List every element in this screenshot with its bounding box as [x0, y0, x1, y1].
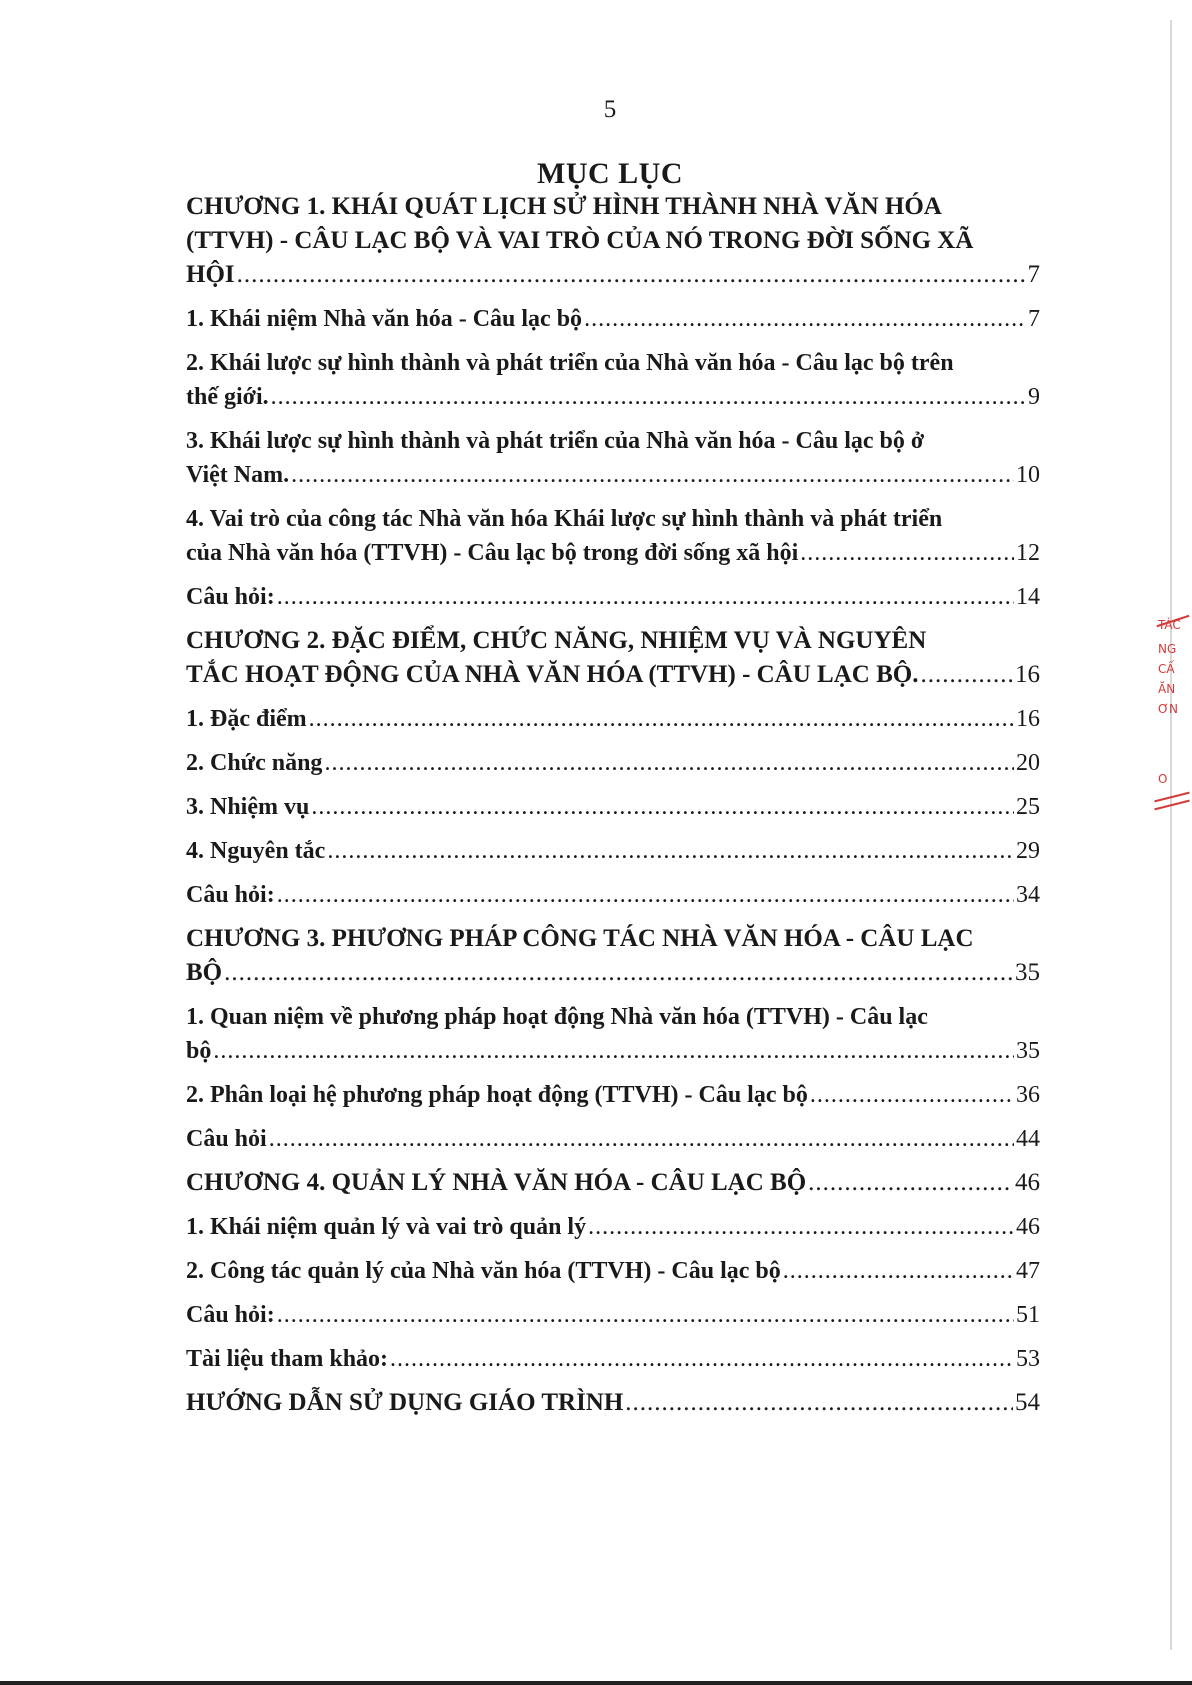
- toc-section-entry[interactable]: [186, 1122, 1040, 1156]
- dot-leader: [213, 1034, 1014, 1068]
- dot-leader: [584, 302, 1026, 336]
- table-of-contents: [186, 190, 1040, 1420]
- toc-page-number: 10: [1016, 462, 1040, 488]
- toc-page-number: 7: [1028, 306, 1040, 332]
- toc-entry-title: 2. Công tác quản lý của Nhà văn hóa (TTVH) - Câu lạc bộ: [186, 1258, 781, 1284]
- toc-page-number: 44: [1016, 1126, 1040, 1152]
- toc-entry-last-line: [186, 658, 1040, 692]
- dot-leader: [269, 1122, 1014, 1156]
- toc-section-entry[interactable]: [186, 1210, 1040, 1244]
- page-edge-rule: [1170, 20, 1172, 1650]
- toc-chapter-entry[interactable]: [186, 624, 1040, 692]
- toc-section-entry[interactable]: [186, 1078, 1040, 1112]
- toc-page-number: 35: [1016, 1038, 1040, 1064]
- toc-entry-last-line: [186, 536, 1040, 570]
- toc-page-number: 54: [1015, 1389, 1040, 1416]
- toc-entry-title: 2. Phân loại hệ phương pháp hoạt động (TTVH) - Câu lạc bộ: [186, 1082, 808, 1108]
- toc-page-number: 34: [1016, 882, 1040, 908]
- page-title: MỤC LỤC: [537, 157, 683, 190]
- toc-chapter-entry[interactable]: [186, 1386, 1040, 1420]
- toc-entry-title: CHƯƠNG 4. QUẢN LÝ NHÀ VĂN HÓA - CÂU LẠC BỘ: [186, 1169, 807, 1196]
- toc-section-entry[interactable]: [186, 1298, 1040, 1332]
- toc-page-number: 9: [1028, 384, 1040, 410]
- toc-entry-last-line: [186, 702, 1040, 736]
- dot-leader: [783, 1254, 1014, 1288]
- toc-section-entry[interactable]: [186, 790, 1040, 824]
- toc-entry-last-line: [186, 834, 1040, 868]
- toc-entry-title: 1. Đặc điểm: [186, 706, 307, 732]
- toc-page-number: 51: [1016, 1302, 1040, 1328]
- dot-leader: [237, 258, 1026, 292]
- toc-section-entry[interactable]: [186, 502, 1040, 570]
- toc-page-number: 25: [1016, 794, 1040, 820]
- toc-entry-last-line: [186, 1210, 1040, 1244]
- toc-entry-line: (TTVH) - CÂU LẠC BỘ VÀ VAI TRÒ CỦA NÓ TRONG ĐỜI SỐNG XÃ: [186, 227, 974, 254]
- toc-entry-last-line: [186, 746, 1040, 780]
- page-number: 5: [603, 96, 617, 123]
- toc-entry-title: bộ: [186, 1038, 212, 1064]
- toc-entry-last-line: [186, 1034, 1040, 1068]
- stamp-border-line: [1154, 800, 1189, 811]
- dot-leader: [808, 1166, 1013, 1200]
- toc-entry-last-line: [186, 1078, 1040, 1112]
- toc-entry-last-line: [186, 302, 1040, 336]
- toc-section-entry[interactable]: [186, 302, 1040, 336]
- toc-entry-title: 1. Khái niệm quản lý và vai trò quản lý: [186, 1214, 587, 1240]
- toc-entry-last-line: [186, 1254, 1040, 1288]
- toc-section-entry[interactable]: [186, 746, 1040, 780]
- toc-section-entry[interactable]: [186, 424, 1040, 492]
- toc-section-entry[interactable]: [186, 702, 1040, 736]
- toc-entry-line: CHƯƠNG 2. ĐẶC ĐIỂM, CHỨC NĂNG, NHIỆM VỤ VÀ NGUYÊN: [186, 627, 927, 654]
- toc-entry-line: CHƯƠNG 1. KHÁI QUÁT LỊCH SỬ HÌNH THÀNH NHÀ VĂN HÓA: [186, 193, 942, 220]
- toc-entry-title: 4. Nguyên tắc: [186, 838, 326, 864]
- toc-page-number: 29: [1016, 838, 1040, 864]
- toc-page-number: 53: [1016, 1346, 1040, 1372]
- toc-entry-title: 3. Nhiệm vụ: [186, 794, 310, 820]
- toc-page-number: 14: [1016, 584, 1040, 610]
- toc-page-number: 12: [1016, 540, 1040, 566]
- toc-chapter-entry[interactable]: [186, 1166, 1040, 1200]
- toc-section-entry[interactable]: [186, 834, 1040, 868]
- toc-entry-title: Câu hỏi:: [186, 1302, 275, 1328]
- stamp-text: TÁC: [1158, 618, 1181, 632]
- dot-leader: [588, 1210, 1014, 1244]
- dot-leader: [309, 702, 1014, 736]
- toc-section-entry[interactable]: [186, 346, 1040, 414]
- toc-entry-last-line: [186, 878, 1040, 912]
- dot-leader: [327, 834, 1014, 868]
- toc-entry-last-line: [186, 956, 1040, 990]
- toc-entry-title: Việt Nam.: [186, 462, 290, 488]
- toc-entry-line: 3. Khái lược sự hình thành và phát triển của Nhà văn hóa - Câu lạc bộ ở: [186, 428, 925, 454]
- toc-entry-title: của Nhà văn hóa (TTVH) - Câu lạc bộ trong đời sống xã hội: [186, 540, 799, 566]
- toc-entry-title: thế giới.: [186, 384, 269, 410]
- toc-page-number: 47: [1016, 1258, 1040, 1284]
- toc-page-number: 46: [1015, 1169, 1040, 1196]
- stamp-text: CẤ: [1158, 662, 1175, 676]
- toc-section-entry[interactable]: [186, 1254, 1040, 1288]
- toc-entry-title: Tài liệu tham khảo:: [186, 1346, 389, 1372]
- toc-entry-last-line: [186, 1298, 1040, 1332]
- toc-entry-last-line: [186, 580, 1040, 614]
- toc-page-number: 46: [1016, 1214, 1040, 1240]
- red-stamp-fragment: [1150, 620, 1192, 810]
- toc-entry-line: 4. Vai trò của công tác Nhà văn hóa Khái lược sự hình thành và phát triển: [186, 506, 943, 532]
- toc-section-entry[interactable]: [186, 1000, 1040, 1068]
- toc-entry-line: 2. Khái lược sự hình thành và phát triển của Nhà văn hóa - Câu lạc bộ trên: [186, 350, 954, 376]
- toc-entry-last-line: [186, 458, 1040, 492]
- dot-leader: [277, 878, 1014, 912]
- toc-entry-title: Câu hỏi:: [186, 584, 275, 610]
- dot-leader: [800, 536, 1014, 570]
- dot-leader: [271, 380, 1026, 414]
- dot-leader: [810, 1078, 1014, 1112]
- stamp-text: ƠN: [1158, 702, 1178, 716]
- toc-entry-title: BỘ: [186, 959, 223, 986]
- toc-section-entry[interactable]: [186, 1342, 1040, 1376]
- toc-entry-title: HƯỚNG DẪN SỬ DỤNG GIÁO TRÌNH: [186, 1389, 624, 1416]
- dot-leader: [920, 658, 1013, 692]
- toc-entry-last-line: [186, 258, 1040, 292]
- toc-page-number: 35: [1015, 959, 1040, 986]
- toc-entry-title: 1. Khái niệm Nhà văn hóa - Câu lạc bộ: [186, 306, 583, 332]
- dot-leader: [277, 1298, 1014, 1332]
- toc-page-number: 7: [1027, 261, 1040, 288]
- stamp-text: NG: [1158, 642, 1177, 656]
- toc-page-number: 16: [1016, 706, 1040, 732]
- dot-leader: [390, 1342, 1014, 1376]
- toc-entry-last-line: [186, 1386, 1040, 1420]
- dot-leader: [625, 1386, 1013, 1420]
- toc-chapter-entry[interactable]: [186, 190, 1040, 292]
- toc-entry-title: Câu hỏi:: [186, 882, 275, 908]
- dot-leader: [224, 956, 1013, 990]
- toc-entry-last-line: [186, 1166, 1040, 1200]
- scan-bottom-edge: [0, 1681, 1192, 1685]
- toc-entry-title: Câu hỏi: [186, 1126, 267, 1152]
- toc-entry-title: HỘI: [186, 261, 235, 288]
- toc-entry-last-line: [186, 1122, 1040, 1156]
- toc-entry-line: 1. Quan niệm về phương pháp hoạt động Nhà văn hóa (TTVH) - Câu lạc: [186, 1004, 928, 1030]
- dot-leader: [291, 458, 1014, 492]
- toc-page-number: 20: [1016, 750, 1040, 776]
- toc-entry-line: CHƯƠNG 3. PHƯƠNG PHÁP CÔNG TÁC NHÀ VĂN HÓA - CÂU LẠC: [186, 925, 974, 952]
- stamp-text: ĂN: [1158, 682, 1176, 696]
- dot-leader: [277, 580, 1014, 614]
- toc-entry-last-line: [186, 380, 1040, 414]
- toc-section-entry[interactable]: [186, 878, 1040, 912]
- toc-entry-title: TẮC HOẠT ĐỘNG CỦA NHÀ VĂN HÓA (TTVH) - CÂU LẠC BỘ.: [186, 661, 919, 688]
- dot-leader: [311, 790, 1014, 824]
- toc-chapter-entry[interactable]: [186, 922, 1040, 990]
- toc-page-number: 16: [1015, 661, 1040, 688]
- toc-entry-last-line: [186, 1342, 1040, 1376]
- toc-page-number: 36: [1016, 1082, 1040, 1108]
- toc-entry-title: 2. Chức năng: [186, 750, 323, 776]
- toc-section-entry[interactable]: [186, 580, 1040, 614]
- stamp-text: O: [1158, 772, 1168, 786]
- toc-entry-last-line: [186, 790, 1040, 824]
- dot-leader: [324, 746, 1014, 780]
